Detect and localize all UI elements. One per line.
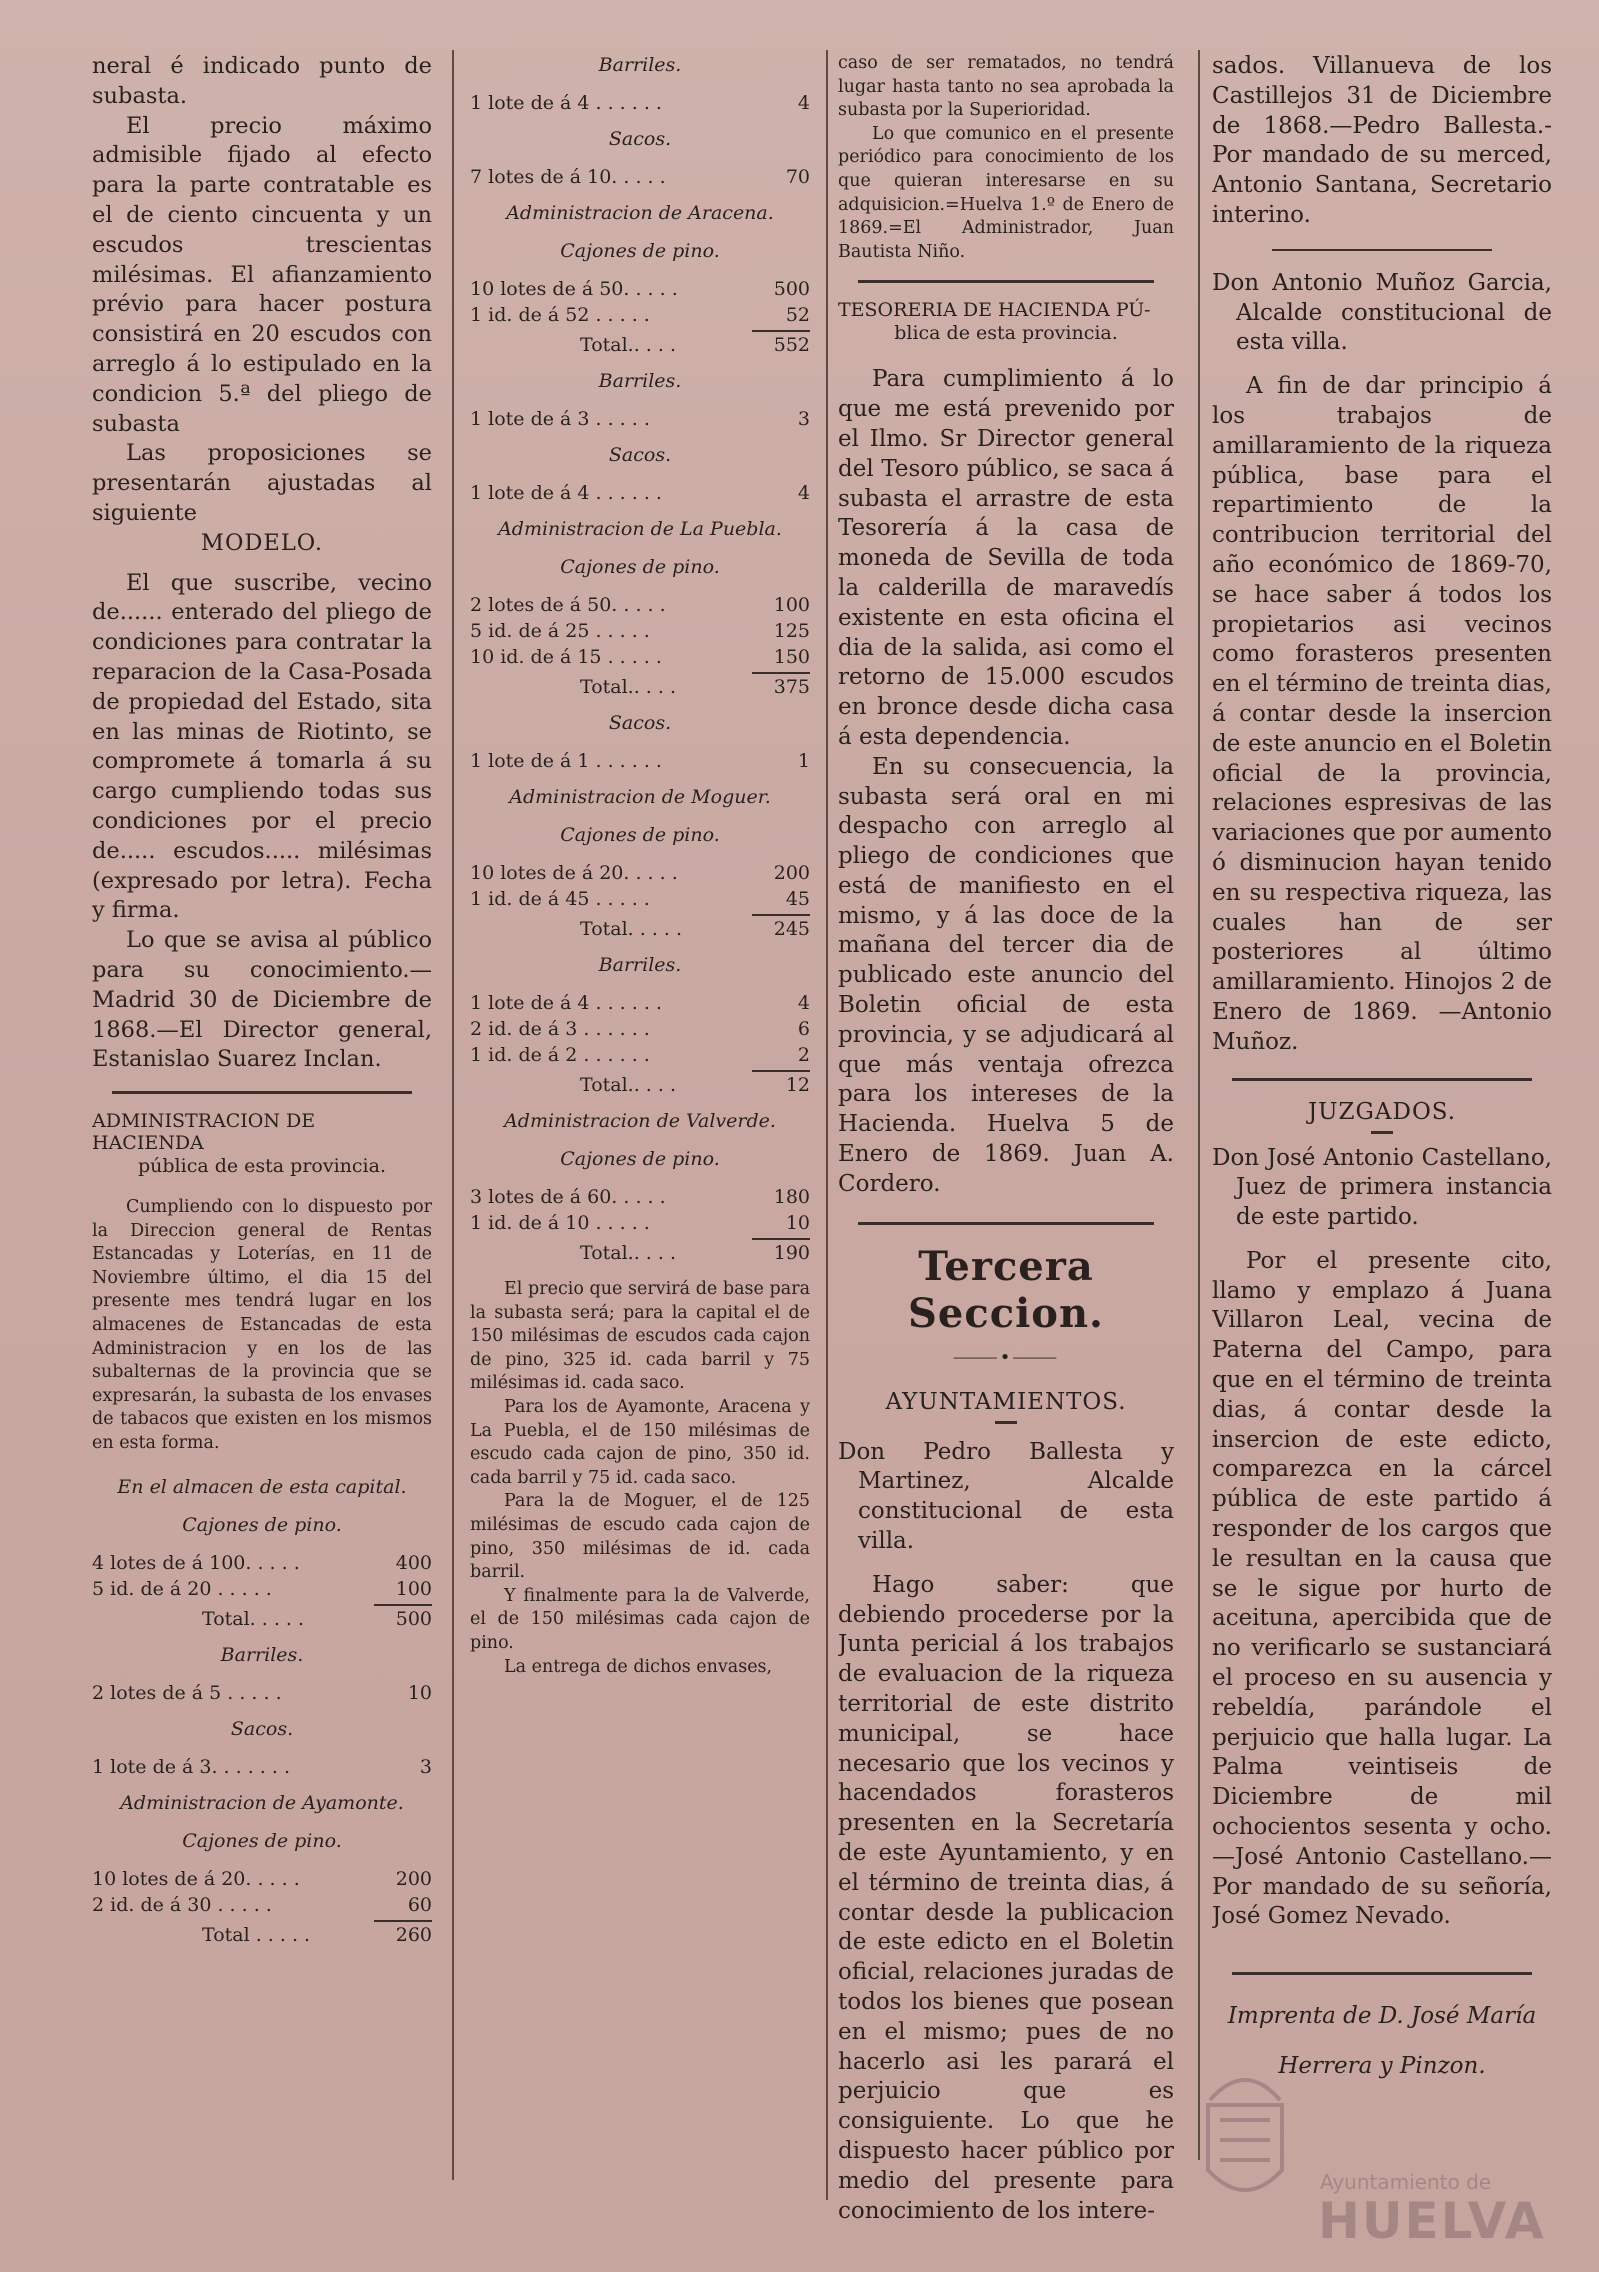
paragraph: sados. Villanueva de los Castillejos 31 de Diciembre de 1868.—Pedro Ballesta.-Por mandado de su merced, Antonio Santana, Secretario interino. [1212, 53, 1552, 228]
subheading: Cajones de pino. [560, 1148, 720, 1170]
section-heading: ADMINISTRACION DE HACIENDA [92, 1110, 316, 1155]
subheading: Sacos. [230, 1717, 294, 1740]
column-1 [92, 52, 432, 1948]
watermark-line1: Ayuntamiento de [1320, 2170, 1492, 2194]
paragraph: Hago saber: que debiendo procederse por la Junta pericial á los trabajos de evaluacion de la riqueza territorial de este distrito municipal, se hace necesario que los vecinos y hacendados forasteros presenten en la Secretaría de este Ayuntamiento, y en el término de treinta dias, á contar desde la publicacion de este edicto en el Boletin oficial, relaciones juradas de todos los bienes que posean en el mismo; pues de no hacerlo asi les parará el perjuicio que es consiguiente. Lo que he dispuesto hacer público por medio del presente para conocimiento de los intere- [838, 1571, 1174, 2224]
table-row: 1 lote de á 3. . . . . . . 3 [92, 1755, 432, 1778]
short-divider [995, 1421, 1017, 1424]
table-row: 5 id. de á 20 . . . . . 100 [92, 1577, 432, 1600]
total-row: Total . . . . . 260 [202, 1923, 432, 1946]
subheading: Administracion de La Puebla. [498, 518, 782, 540]
official-name: Don Pedro Ballesta y Martinez, Alcalde constitucional de esta villa. [838, 1438, 1174, 1555]
official-name: Don Antonio Muñoz Garcia, Alcalde constitucional de esta villa. [1212, 269, 1552, 356]
subheading: Cajones de pino. [560, 240, 720, 262]
table-row: 2 id. de á 30 . . . . . 60 [92, 1893, 432, 1916]
subheading: Administracion de Aracena. [506, 202, 774, 224]
column-rule [826, 50, 828, 2200]
table-row: 4 lotes de á 100. . . . . 400 [92, 1551, 432, 1574]
paragraph: neral é indicado punto de subasta. [92, 53, 432, 109]
paragraph: A fin de dar principio á los trabajos de amillaramiento de la riqueza pública, base para el repartimiento de la contribucion territorial del año económico de 1869-70, se hace saber á todos los propietarios asi vecinos como forasteros presenten en el término de treinta dias, á contar desde la insercion de este anuncio en el Boletin oficial de la provincia, relaciones espresivas de las variaciones que por aumento ó disminucion hayan tenido en su respectiva riqueza, las cuales han de ser posteriores al último amillaramiento. Hinojos 2 de Enero de 1869. —Antonio Muñoz. [1212, 373, 1552, 1055]
paragraph: La entrega de dichos envases, [504, 1656, 773, 1677]
section-divider [112, 1091, 412, 1094]
subheading: Sacos. [608, 128, 672, 150]
paragraph: Para los de Ayamonte, Aracena y La Puebla, el de 150 milésimas de escudo cada cajon de pino, 350 id. cada barril y 75 id. cada saco. [470, 1396, 810, 1488]
section-heading: AYUNTAMIENTOS. [885, 1388, 1127, 1415]
paragraph: Lo que se avisa al público para su conocimiento.—Madrid 30 de Diciembre de 1868.—El Director general, Estanislao Suarez Inclan. [92, 927, 432, 1073]
table-row: 2 lotes de á 5 . . . . . 10 [92, 1681, 432, 1704]
subheading: Sacos. [608, 712, 672, 734]
paragraph: Lo que comunico en el presente periódico para conocimiento de los que quieran interesarse en su adquisicion.=Huelva 1.º de Enero de 1869.=El Administrador, Juan Bautista Niño. [838, 123, 1174, 262]
paragraph: El precio que servirá de base para la subasta será; para la capital el de 150 milésimas de escudos cada cajon de pino, 325 id. cada barril y 75 milésimas id. cada saco. [470, 1279, 810, 1394]
ornament-divider: ⸻•⸻ [952, 1346, 1060, 1368]
section-divider [858, 1222, 1154, 1225]
table-row: 1 id. de á 10 . . . . . 10 [470, 1212, 810, 1234]
table-row: 10 lotes de á 20. . . . . 200 [92, 1867, 432, 1890]
table-row: 1 lote de á 3 . . . . . 3 [470, 408, 810, 430]
modelo-heading: MODELO. [200, 529, 324, 556]
table-row: 10 lotes de á 20. . . . . 200 [470, 862, 810, 884]
paragraph: El precio máximo admisible fijado al efecto para la parte contratable es el de ciento cincuenta y un escudos trescientas milésimas. El afianzamiento prévio para hacer postura consistirá en 20 escudos con arreglo á lo estipulado en la condicion 5.ª del pliego de subasta [92, 112, 432, 437]
section-heading: TESORERIA DE HACIENDA PÚ- [838, 299, 1151, 322]
subheading: Cajones de pino. [560, 556, 720, 578]
section-divider [1272, 249, 1492, 251]
subheading: Barriles. [598, 54, 682, 76]
subheading: Administracion de Ayamonte. [120, 1791, 404, 1814]
section-subheading: blica de esta provincia. [894, 322, 1118, 345]
watermark-line2: HUELVA [1318, 2192, 1546, 2250]
table-row: 1 id. de á 2 . . . . . . 2 [470, 1044, 810, 1066]
section-divider [1232, 1078, 1532, 1081]
city-crest-icon [1200, 2060, 1290, 2210]
official-name: Don José Antonio Castellano, Juez de primera instancia de este partido. [1212, 1144, 1552, 1231]
column-2 [470, 52, 810, 1679]
paragraph: Para cumplimiento á lo que me está prevenido por el Ilmo. Sr Director general del Tesoro público, se saca á subasta el arrastre de esta Tesorería á la casa de moneda de Sevilla de toda la calderilla de maravedís existente en esta oficina el dia de la salida, asi como el retorno de 15.000 escudos en bronce desde dicha casa á esta dependencia. [838, 366, 1174, 750]
table-row: 1 id. de á 52 . . . . . 52 [470, 304, 810, 326]
table-row: 1 lote de á 4 . . . . . . 4 [470, 992, 810, 1014]
paragraph: Cumpliendo con lo dispuesto por la Direccion general de Rentas Estancadas y Loterías, en 11 de Noviembre último, el dia 15 del presente mes tendrá lugar en los almacenes de Estancadas de esta Administracion y en los de las subalternas de la provincia que se expresarán, la subasta de los envases de tabacos que existen en los mismos en esta forma. [92, 1197, 432, 1454]
table-row: 5 id. de á 25 . . . . . 125 [470, 620, 810, 642]
table-row: 1 lote de á 4 . . . . . . 4 [470, 482, 810, 504]
column-rule [1198, 50, 1200, 2160]
column-rule [452, 50, 454, 2180]
table-row: 3 lotes de á 60. . . . . 180 [470, 1186, 810, 1208]
paragraph: caso de ser rematados, no tendrá lugar hasta tanto no sea aprobada la subasta por la Superioridad. [838, 53, 1174, 121]
total-row: Total.. . . . 552 [580, 334, 810, 356]
total-row: Total. . . . . 500 [202, 1607, 432, 1630]
table-row: 1 id. de á 45 . . . . . 45 [470, 888, 810, 910]
subheading: En el almacen de esta capital. [117, 1475, 407, 1498]
paragraph: En su consecuencia, la subasta será oral en mi despacho con arreglo al pliego de condiciones que está de manifiesto en el mismo, y á las doce de la mañana del tercer dia de publicado este anuncio del Boletin oficial de esta provincia, y se adjudicará al que más ventaja ofrezca para los intereses de la Hacienda. Huelva 5 de Enero de 1869. Juan A. Cordero. [838, 753, 1174, 1197]
table-row: 2 lotes de á 50. . . . . 100 [470, 594, 810, 616]
total-row: Total.. . . . 12 [580, 1074, 810, 1096]
paragraph: El que suscribe, vecino de...... enterado del pliego de condiciones para contratar la reparacion de la Casa-Posada de propiedad del Estado, sita en las minas de Riotinto, se compromete á tomarla á su cargo cumpliendo todas sus condiciones por el precio de..... escudos..... milésimas (expresado por letra). Fecha y firma. [92, 569, 432, 924]
total-row: Total.. . . . 190 [580, 1242, 810, 1264]
section-title: Tercera Seccion. [908, 1242, 1104, 1337]
table-row: 1 lote de á 1 . . . . . . 1 [470, 750, 810, 772]
watermark [1200, 2060, 1546, 2260]
column-3 [838, 52, 1174, 2226]
printer-credit: Imprenta de D. José María [1227, 2003, 1537, 2030]
subheading: Cajones de pino. [182, 1513, 342, 1536]
subheading: Barriles. [220, 1643, 304, 1666]
table-row: 10 id. de á 15 . . . . . 150 [470, 646, 810, 668]
table-row: 2 id. de á 3 . . . . . . 6 [470, 1018, 810, 1040]
total-row: Total. . . . . 245 [580, 918, 810, 940]
section-divider [858, 280, 1154, 283]
table-row: 1 lote de á 4 . . . . . . 4 [470, 92, 810, 114]
paragraph: Para la de Moguer, el de 125 milésimas de escudo cada cajon de pino, 350 milésimas de id. cada barril. [470, 1491, 810, 1583]
total-row: Total.. . . . 375 [580, 676, 810, 698]
subheading: Barriles. [598, 954, 682, 976]
table-row: 7 lotes de á 10. . . . . 70 [470, 166, 810, 188]
subheading: Administracion de Moguer. [509, 786, 771, 808]
short-divider [1371, 1131, 1393, 1134]
section-divider [1232, 1972, 1532, 1975]
subheading: Cajones de pino. [182, 1829, 342, 1852]
subheading: Administracion de Valverde. [504, 1110, 776, 1132]
subheading: Barriles. [598, 370, 682, 392]
table-row: 10 lotes de á 50. . . . . 500 [470, 278, 810, 300]
printer-credit: Herrera y Pinzon. [1278, 2053, 1486, 2080]
paragraph: Las proposiciones se presentarán ajustadas al siguiente [92, 440, 432, 526]
section-subheading: pública de esta provincia. [138, 1155, 386, 1178]
paragraph: Y finalmente para la de Valverde, el de 150 milésimas cada cajon de pino. [470, 1585, 810, 1653]
column-4 [1212, 52, 1552, 2091]
subheading: Cajones de pino. [560, 824, 720, 846]
paragraph: Por el presente cito, llamo y emplazo á Juana Villaron Leal, vecina de Paterna del Campo, para que en el término de treinta dias, á contar desde la insercion de este edicto, comparezca en la cárcel pública de este partido á responder de los cargos que le resultan en la causa que se le sigue por hurto de aceituna, apercibida que de no verificarlo se sustanciará el proceso en su ausencia y rebeldía, parándole el perjuicio que halla lugar. La Palma veintiseis de Diciembre de mil ochocientos sesenta y ocho.—José Antonio Castellano.—Por mandado de su señoría, José Gomez Nevado. [1212, 1247, 1552, 1930]
section-heading: JUZGADOS. [1307, 1098, 1457, 1125]
subheading: Sacos. [608, 444, 672, 466]
